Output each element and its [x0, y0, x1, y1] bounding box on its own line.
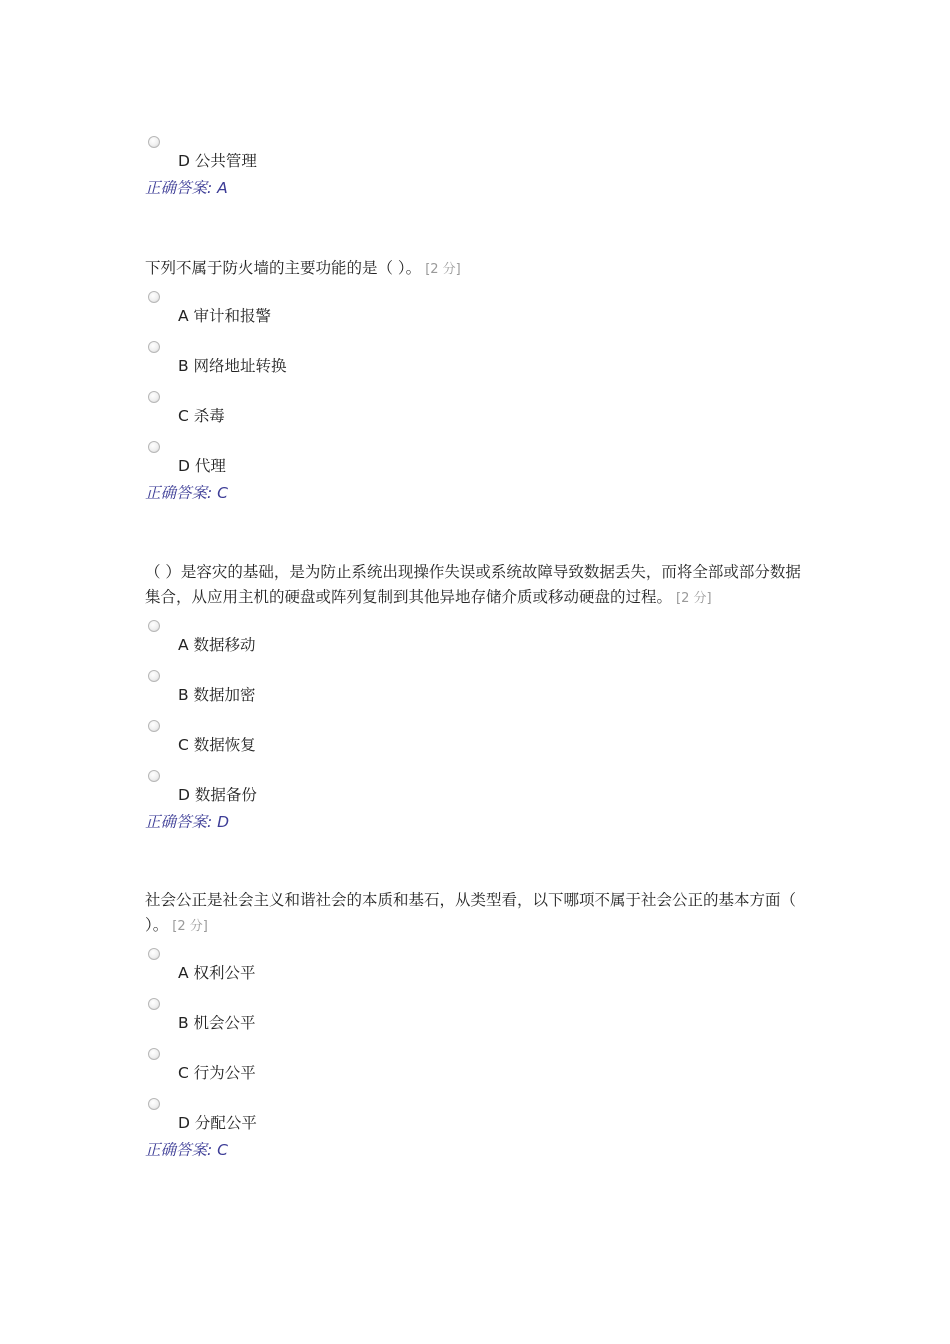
question-2-text: （ ）是容灾的基础，是为防止系统出现操作失误或系统故障导致数据丢失，而将全部或部分数据集合，从应用主机的硬盘或阵列复制到其他异地存储介质或移动硬盘的过程。: [145, 563, 801, 606]
option-label: A 权利公平: [178, 964, 256, 982]
radio-button[interactable]: [148, 1048, 160, 1060]
option-label: C 数据恢复: [178, 736, 256, 754]
question-3-text: 社会公正是社会主义和谐社会的本质和基石，从类型看，以下哪项不属于社会公正的基本方面（ ）。: [145, 891, 797, 934]
option-1-c[interactable]: [145, 386, 815, 436]
score-badge: [2 分]: [425, 262, 461, 277]
option-3-a[interactable]: [145, 943, 815, 993]
question-text: [145, 560, 815, 611]
radio-button[interactable]: [148, 1098, 160, 1110]
option-2-a[interactable]: [145, 615, 815, 665]
score-badge: [2 分]: [172, 919, 208, 934]
option-1-b[interactable]: [145, 336, 815, 386]
radio-button[interactable]: [148, 720, 160, 732]
option-label: D 分配公平: [178, 1114, 257, 1132]
radio-button[interactable]: [148, 998, 160, 1010]
radio-button[interactable]: [148, 770, 160, 782]
correct-answer: 正确答案: D: [145, 813, 230, 831]
option-2-b[interactable]: [145, 665, 815, 715]
question-text: [145, 256, 815, 282]
option-3-d[interactable]: [145, 1093, 815, 1143]
option-1-a[interactable]: [145, 286, 815, 336]
option-2-c[interactable]: [145, 715, 815, 765]
radio-button[interactable]: [148, 391, 160, 403]
question-block-1: [145, 256, 815, 503]
option-label: D 公共管理: [178, 152, 257, 170]
option-label: C 杀毒: [178, 407, 225, 425]
radio-button[interactable]: [148, 291, 160, 303]
radio-button[interactable]: [148, 441, 160, 453]
option-label: A 审计和报警: [178, 307, 272, 325]
option-label: B 数据加密: [178, 686, 256, 704]
question-text: [145, 888, 815, 939]
option-label: A 数据移动: [178, 636, 256, 654]
correct-answer: 正确答案: A: [145, 179, 228, 197]
option-label: B 网络地址转换: [178, 357, 287, 375]
correct-answer: 正确答案: C: [145, 1141, 228, 1159]
option-0-d[interactable]: [145, 131, 815, 181]
option-label: B 机会公平: [178, 1014, 256, 1032]
question-1-text: 下列不属于防火墙的主要功能的是（ ）。: [145, 259, 422, 277]
option-2-d[interactable]: [145, 765, 815, 815]
option-3-b[interactable]: [145, 993, 815, 1043]
question-block-3: [145, 888, 815, 1160]
radio-button[interactable]: [148, 341, 160, 353]
correct-answer: 正确答案: C: [145, 484, 228, 502]
option-1-d[interactable]: [145, 436, 815, 486]
radio-button[interactable]: [148, 620, 160, 632]
radio-button[interactable]: [148, 136, 160, 148]
option-label: C 行为公平: [178, 1064, 256, 1082]
question-block-2: [145, 560, 815, 832]
option-3-c[interactable]: [145, 1043, 815, 1093]
score-badge: [2 分]: [676, 591, 712, 606]
option-label: D 代理: [178, 457, 226, 475]
radio-button[interactable]: [148, 948, 160, 960]
option-label: D 数据备份: [178, 786, 257, 804]
question-block-0: [145, 131, 815, 198]
radio-button[interactable]: [148, 670, 160, 682]
